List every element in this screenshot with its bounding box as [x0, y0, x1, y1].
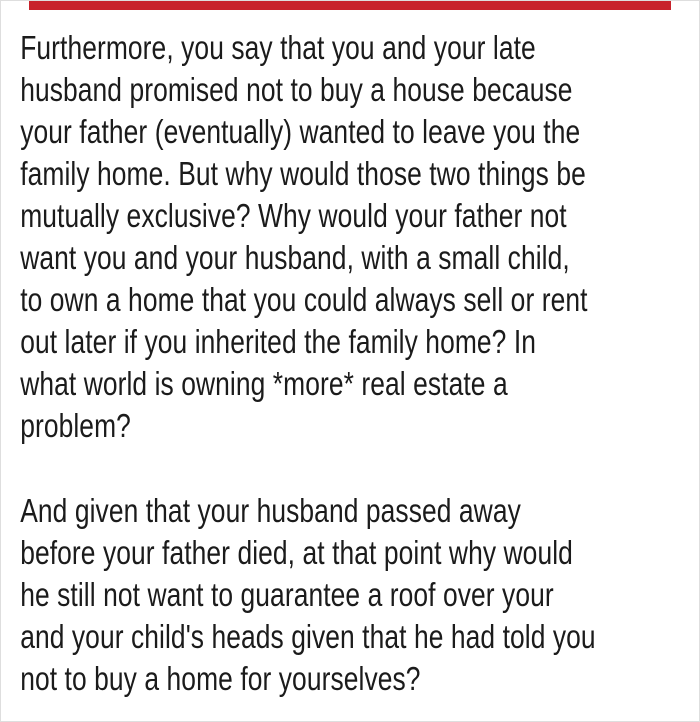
- text-line: before your father died, at that point why would: [20, 534, 573, 571]
- text-line: not to buy a home for yourselves?: [20, 660, 421, 697]
- text-line: want you and your husband, with a small child,: [20, 239, 570, 276]
- paragraph-1: [20, 27, 685, 447]
- text-line: mutually exclusive? Why would your father not: [20, 197, 567, 234]
- comment-text-wrapper: [1, 1, 700, 700]
- text-line: and your child's heads given that he had told you: [20, 618, 596, 655]
- text-line: And given that your husband passed away: [20, 492, 521, 529]
- text-line: to own a home that you could always sell or rent: [20, 281, 588, 318]
- text-line: Furthermore, you say that you and your late: [20, 29, 536, 66]
- paragraph-2: [20, 490, 685, 700]
- text-line: husband promised not to buy a house because: [20, 71, 573, 108]
- text-line: family home. But why would those two things be: [20, 155, 586, 192]
- text-line: your father (eventually) wanted to leave you the: [20, 113, 581, 150]
- text-line: problem?: [20, 407, 131, 444]
- comment-text: [1, 1, 700, 700]
- text-line: he still not want to guarantee a roof over your: [20, 576, 554, 613]
- text-line: out later if you inherited the family home? In: [20, 323, 537, 360]
- text-line: what world is owning *more* real estate a: [20, 365, 508, 402]
- red-accent-bar: [29, 1, 671, 10]
